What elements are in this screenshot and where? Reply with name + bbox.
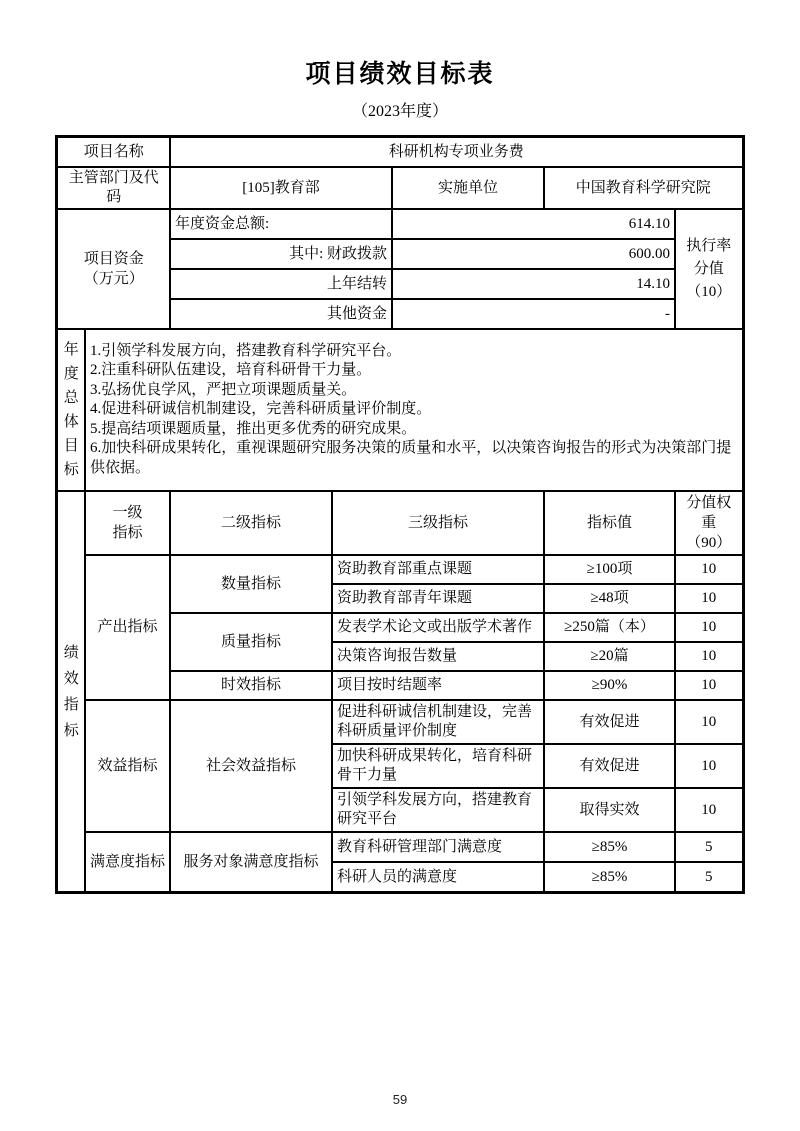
table-row [57,491,743,555]
annual-goals-section-label [57,329,85,491]
indicator-value: 有效促进 [544,744,675,788]
goal-item: 3.弘扬优良学风，严把立项课题质量关。 [89,381,357,398]
indicator-level3: 引领学科发展方向，搭建教育研究平台 [332,788,544,832]
funding-label-line1: 项目资金 [83,251,144,267]
indicators-vertical-label: 绩效指标 [63,644,79,739]
funding-fiscal-label: 其中: 财政拨款 [170,239,392,269]
indicator-weight: 10 [675,555,743,584]
indicator-value: 有效促进 [544,700,675,744]
funding-label-line2: （万元） [83,271,144,287]
header-level2: 二级指标 [170,491,332,555]
indicator-weight: 10 [675,700,743,744]
annual-goals-vertical-label: 年度总体目标 [63,342,79,478]
indicator-value: ≥90% [544,671,675,700]
header-weight-line2: （90） [686,535,732,551]
indicator-weight: 10 [675,671,743,700]
table-row [57,167,743,209]
indicator-weight: 10 [675,613,743,642]
page-number: 59 [392,1092,408,1107]
indicator-value: ≥20篇 [544,642,675,671]
level2-social: 社会效益指标 [170,700,332,832]
funding-section-label [57,209,170,329]
indicator-weight: 10 [675,744,743,788]
indicator-value: 取得实效 [544,788,675,832]
indicator-level3: 资助教育部青年课题 [332,584,544,613]
indicator-level3: 科研人员的满意度 [332,862,544,893]
level2-timeliness: 时效指标 [170,671,332,700]
header-value: 指标值 [544,491,675,555]
table-row [57,832,743,862]
goal-item: 1.引领学科发展方向，搭建教育科学研究平台。 [89,342,402,359]
funding-carryover-label: 上年结转 [170,269,392,299]
table-row [57,555,743,584]
level2-quality: 质量指标 [170,613,332,671]
goal-item: 5.提高结项课题质量，推出更多优秀的研究成果。 [89,420,417,437]
implement-unit-value: 中国教育科学研究院 [544,167,743,209]
indicator-level3: 教育科研管理部门满意度 [332,832,544,862]
indicators-section-label [57,491,85,893]
execution-rate-label [675,209,743,329]
indicator-level3: 决策咨询报告数量 [332,642,544,671]
department-value: [105]教育部 [170,167,392,209]
execution-rate-line1: 执行率 [686,237,732,254]
project-name-label: 项目名称 [57,137,170,168]
project-name-value: 科研机构专项业务费 [170,137,743,168]
page-title: 项目绩效目标表 [305,61,495,88]
header-level1 [85,491,170,555]
indicator-level3: 发表学术论文或出版学术著作 [332,613,544,642]
table-row [57,700,743,744]
funding-carryover-value: 14.10 [392,269,675,299]
funding-other-value: - [392,299,675,329]
level1-output: 产出指标 [85,555,170,700]
funding-total-label: 年度资金总额: [170,209,392,239]
execution-rate-line2: 分值 [693,260,724,277]
indicator-value: ≥48项 [544,584,675,613]
indicator-level3: 资助教育部重点课题 [332,555,544,584]
indicator-value: ≥85% [544,862,675,893]
indicator-value: ≥250篇（本） [544,613,675,642]
header-level3: 三级指标 [332,491,544,555]
table-row [57,329,743,491]
level1-benefit: 效益指标 [85,700,170,832]
performance-target-table [55,135,744,894]
page-subtitle: （2023年度） [351,103,448,120]
header-level1-line2: 指标 [112,525,143,541]
header-level1-line1: 一级 [112,505,143,521]
indicator-level3: 促进科研诚信机制建设，完善科研质量评价制度 [332,700,544,744]
table-row [57,209,743,239]
level1-satisfaction: 满意度指标 [85,832,170,893]
funding-other-label: 其他资金 [170,299,392,329]
indicator-value: ≥85% [544,832,675,862]
execution-rate-line3: （10） [686,283,732,300]
indicator-weight: 5 [675,862,743,893]
indicator-level3: 加快科研成果转化，培育科研骨干力量 [332,744,544,788]
table-row [57,137,743,168]
indicator-level3: 项目按时结题率 [332,671,544,700]
indicator-weight: 10 [675,584,743,613]
funding-total-value: 614.10 [392,209,675,239]
header-weight-line1: 分值权重 [686,495,732,531]
annual-goals-text [85,329,743,491]
indicator-weight: 10 [675,788,743,832]
header-weight [675,491,743,555]
level2-quantity: 数量指标 [170,555,332,613]
funding-fiscal-value: 600.00 [392,239,675,269]
goal-item: 2.注重科研队伍建设，培育科研骨干力量。 [89,362,372,379]
indicator-weight: 5 [675,832,743,862]
goal-item: 6.加快科研成果转化，重视课题研究服务决策的质量和水平，以决策咨询报告的形式为决策部门提供依据。 [89,440,732,476]
department-label: 主管部门及代码 [57,167,170,209]
implement-unit-label: 实施单位 [392,167,544,209]
indicator-value: ≥100项 [544,555,675,584]
level2-service: 服务对象满意度指标 [170,832,332,893]
indicator-weight: 10 [675,642,743,671]
goal-item: 4.促进科研诚信机制建设，完善科研质量评价制度。 [89,401,432,418]
